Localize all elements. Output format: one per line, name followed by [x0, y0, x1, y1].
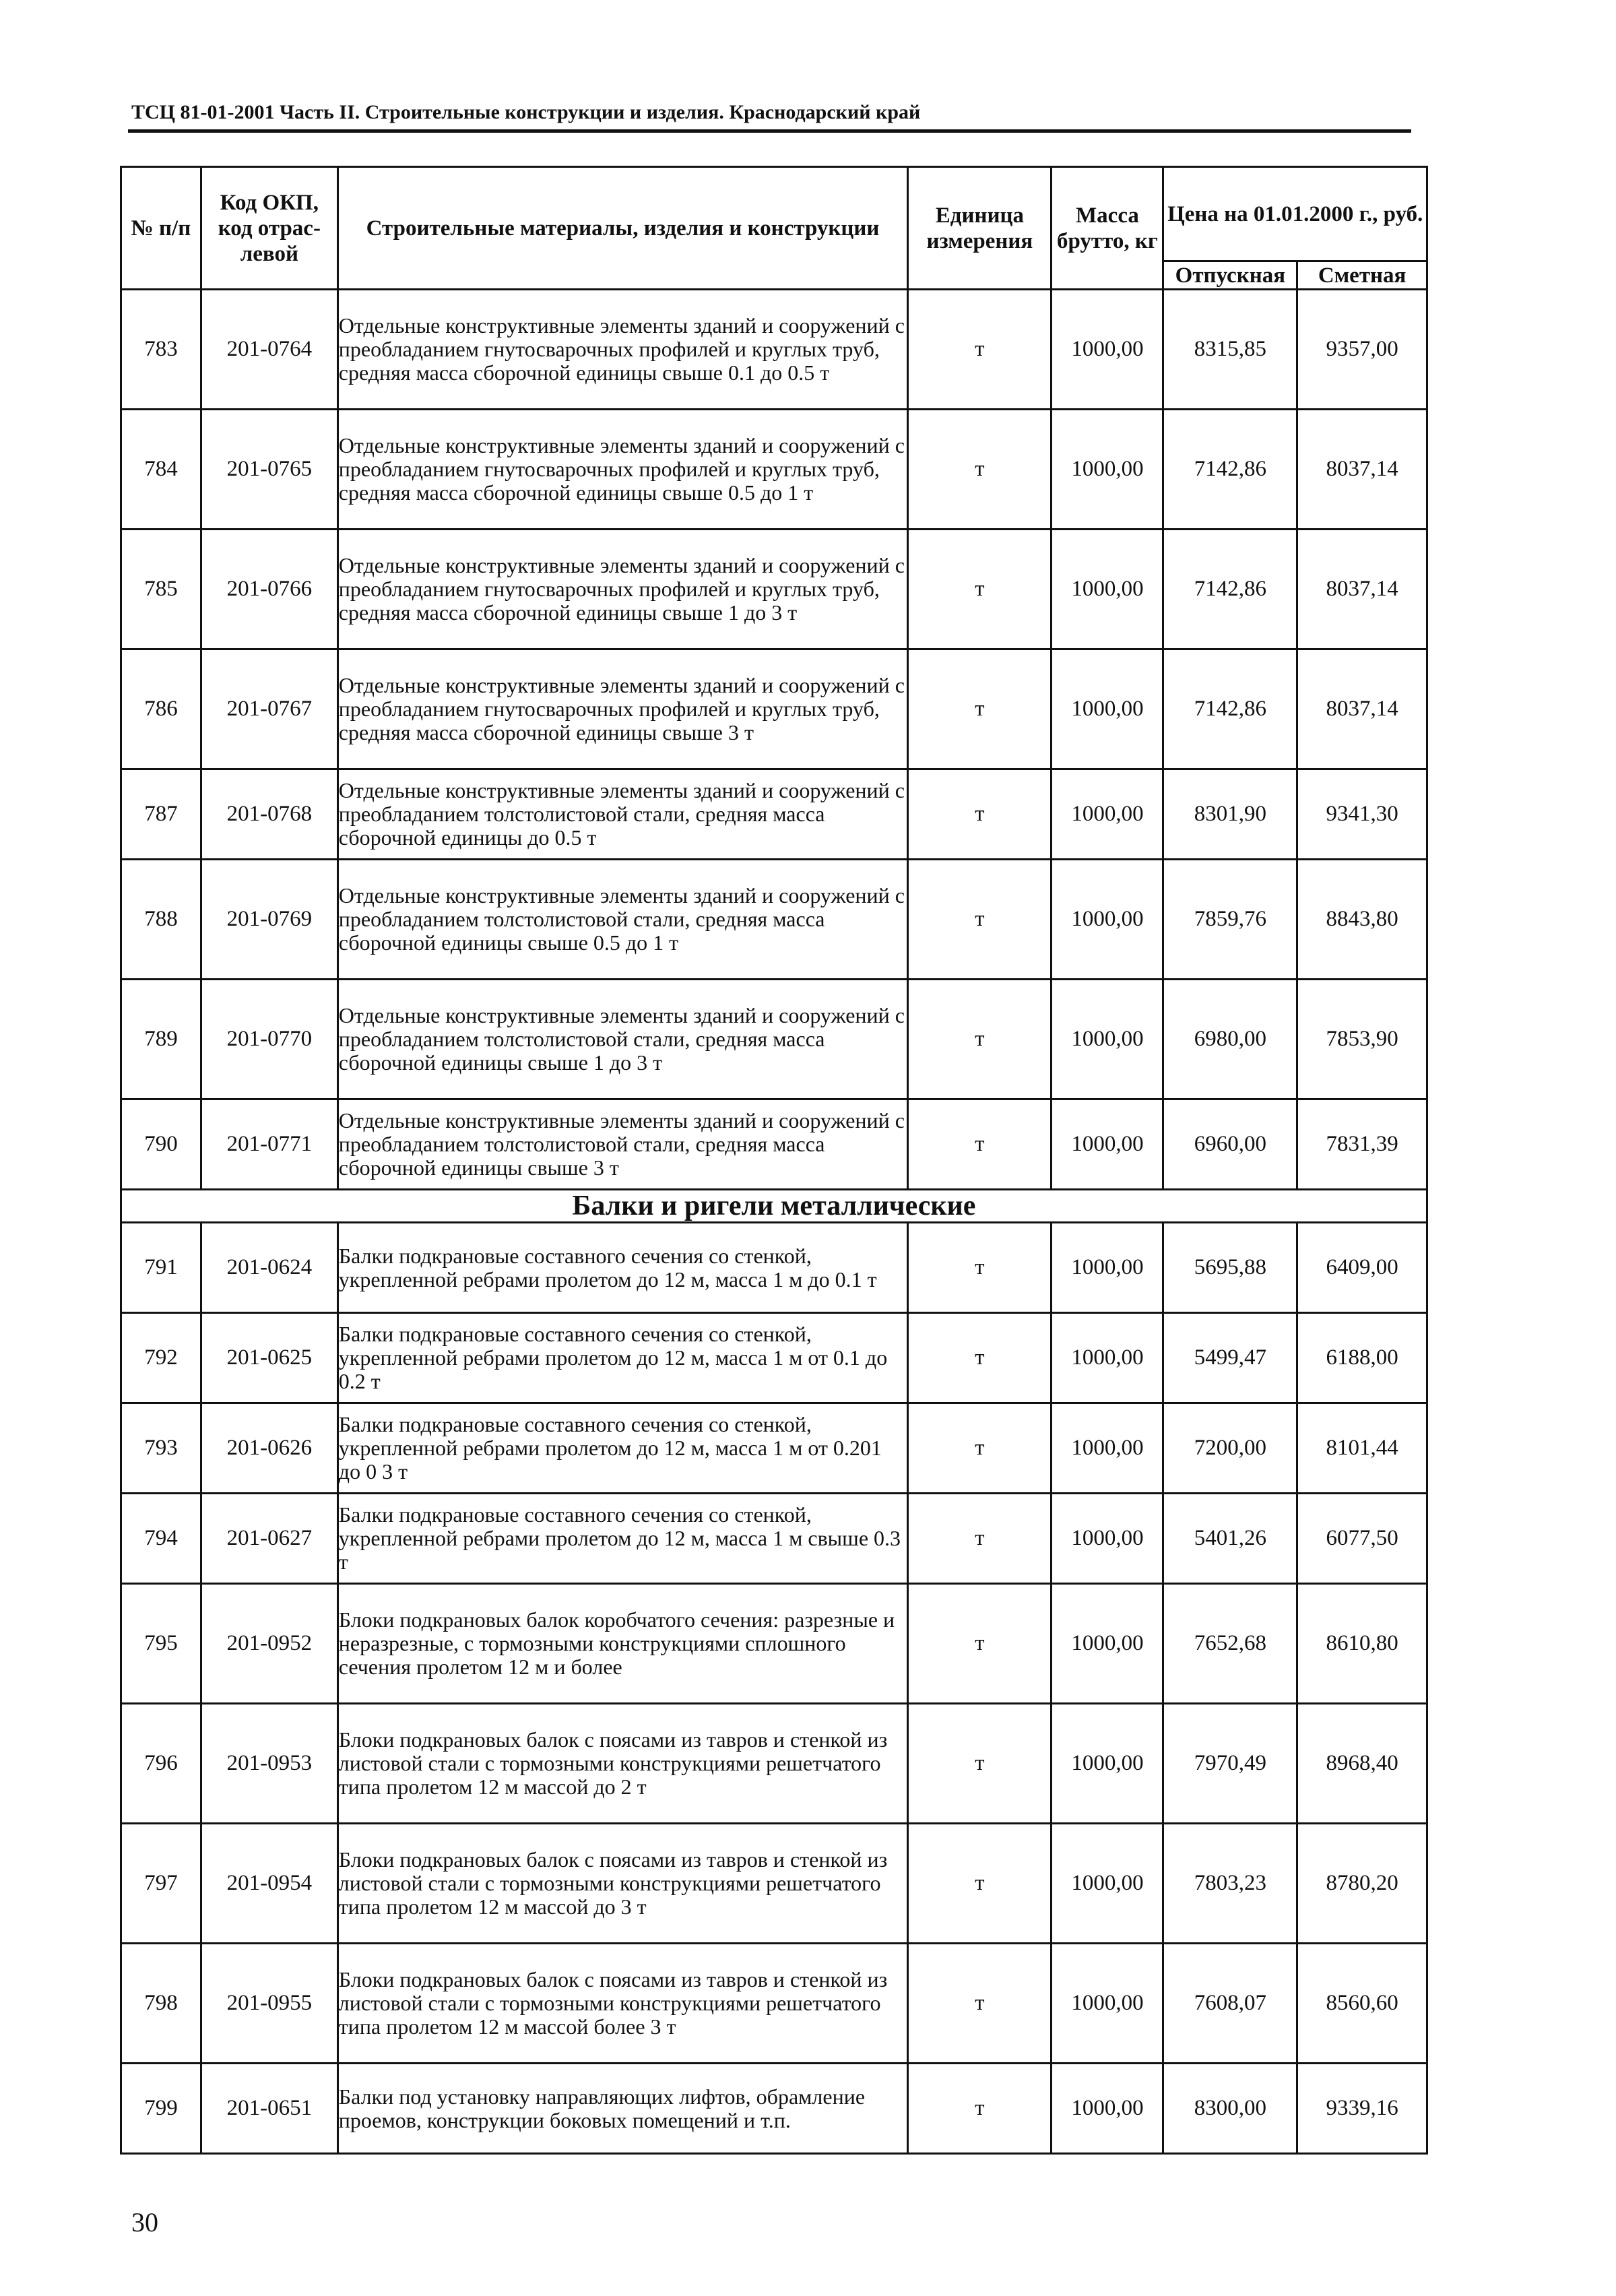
- table-row: [121, 1824, 1427, 1944]
- page-header: ТСЦ 81-01-2001 Часть II. Строительные конструкции и изделия. Краснодарский край: [131, 101, 921, 123]
- row-num: 793: [121, 1403, 201, 1494]
- table-row: [121, 1313, 1427, 1403]
- row-unit: т: [908, 769, 1052, 860]
- price-table: [120, 166, 1428, 2155]
- row-price-release: 7142,86: [1163, 530, 1297, 649]
- row-price-release: 7142,86: [1163, 649, 1297, 769]
- table-body-b: [121, 1223, 1427, 2154]
- row-mass: 1000,00: [1052, 1099, 1163, 1190]
- row-mass: 1000,00: [1052, 1313, 1163, 1403]
- row-code: 201-0952: [201, 1584, 337, 1704]
- row-code: 201-0625: [201, 1313, 337, 1403]
- row-unit: т: [908, 290, 1052, 410]
- row-code: 201-0770: [201, 980, 337, 1099]
- table-row: [121, 1584, 1427, 1704]
- table-row: [121, 410, 1427, 530]
- row-num: 784: [121, 410, 201, 530]
- row-code: 201-0766: [201, 530, 337, 649]
- row-price-release: 7859,76: [1163, 860, 1297, 980]
- row-price-release: 7608,07: [1163, 1944, 1297, 2064]
- row-name: Отдельные конструктивные элементы зданий и сооружений с преобладанием гнутосварочных профилей и круглых труб, средняя масса сборочной единицы свыше 0.5 до 1 т: [337, 410, 908, 530]
- row-code: 201-0769: [201, 860, 337, 980]
- row-unit: т: [908, 530, 1052, 649]
- row-unit: т: [908, 649, 1052, 769]
- row-code: 201-0651: [201, 2064, 337, 2154]
- row-num: 791: [121, 1223, 201, 1313]
- table-row: [121, 1944, 1427, 2064]
- row-price-estimate: 6409,00: [1297, 1223, 1427, 1313]
- row-unit: т: [908, 2064, 1052, 2154]
- table-row: [121, 649, 1427, 769]
- header-rule: [128, 129, 1411, 133]
- row-unit: т: [908, 1704, 1052, 1824]
- row-mass: 1000,00: [1052, 1494, 1163, 1584]
- row-price-estimate: 6077,50: [1297, 1494, 1427, 1584]
- row-name: Отдельные конструктивные элементы зданий и сооружений с преобладанием гнутосварочных профилей и круглых труб, средняя масса сборочной единицы свыше 1 до 3 т: [337, 530, 908, 649]
- row-code: 201-0765: [201, 410, 337, 530]
- row-price-estimate: 8037,14: [1297, 649, 1427, 769]
- row-name: Блоки подкрановых балок коробчатого сечения: разрезные и неразрезные, с тормозными конструкциями сплошного сечения пролетом 12 м и более: [337, 1584, 908, 1704]
- row-price-estimate: 8560,60: [1297, 1944, 1427, 2064]
- row-unit: т: [908, 1944, 1052, 2064]
- row-price-estimate: 7831,39: [1297, 1099, 1427, 1190]
- row-price-estimate: 8037,14: [1297, 530, 1427, 649]
- row-price-release: 7200,00: [1163, 1403, 1297, 1494]
- row-price-release: 6960,00: [1163, 1099, 1297, 1190]
- row-name: Отдельные конструктивные элементы зданий и сооружений с преобладанием гнутосварочных профилей и круглых труб, средняя масса сборочной единицы свыше 0.1 до 0.5 т: [337, 290, 908, 410]
- col-header-price-estimate: Сметная: [1297, 261, 1427, 290]
- row-num: 783: [121, 290, 201, 410]
- row-mass: 1000,00: [1052, 1223, 1163, 1313]
- col-header-price: Цена на 01.01.2000 г., руб.: [1163, 167, 1427, 261]
- row-price-estimate: 8780,20: [1297, 1824, 1427, 1944]
- row-num: 799: [121, 2064, 201, 2154]
- row-unit: т: [908, 980, 1052, 1099]
- row-name: Отдельные конструктивные элементы зданий и сооружений с преобладанием толстолистовой стали, средняя масса сборочной единицы свыше 1 до 3 т: [337, 980, 908, 1099]
- row-price-release: 7652,68: [1163, 1584, 1297, 1704]
- row-price-release: 5401,26: [1163, 1494, 1297, 1584]
- row-name: Блоки подкрановых балок с поясами из тавров и стенкой из листовой стали с тормозными конструкциями решетчатого типа пролетом 12 м массой до 2 т: [337, 1704, 908, 1824]
- row-num: 788: [121, 860, 201, 980]
- row-mass: 1000,00: [1052, 410, 1163, 530]
- col-header-mass: Масса брутто, кг: [1052, 167, 1163, 290]
- row-mass: 1000,00: [1052, 980, 1163, 1099]
- row-unit: т: [908, 1223, 1052, 1313]
- row-num: 797: [121, 1824, 201, 1944]
- row-price-estimate: 9339,16: [1297, 2064, 1427, 2154]
- row-name: Отдельные конструктивные элементы зданий и сооружений с преобладанием гнутосварочных профилей и круглых труб, средняя масса сборочной единицы свыше 3 т: [337, 649, 908, 769]
- row-price-estimate: 8101,44: [1297, 1403, 1427, 1494]
- row-price-estimate: 7853,90: [1297, 980, 1427, 1099]
- row-price-release: 5695,88: [1163, 1223, 1297, 1313]
- page-number: 30: [131, 2207, 158, 2237]
- row-price-release: 7142,86: [1163, 410, 1297, 530]
- row-name: Балки под установку направляющих лифтов, обрамление проемов, конструкции боковых помещений и т.п.: [337, 2064, 908, 2154]
- row-code: 201-0627: [201, 1494, 337, 1584]
- table-row: [121, 1099, 1427, 1190]
- row-name: Отдельные конструктивные элементы зданий и сооружений с преобладанием толстолистовой стали, средняя масса сборочной единицы до 0.5 т: [337, 769, 908, 860]
- row-name: Балки подкрановые составного сечения со стенкой, укрепленной ребрами пролетом до 12 м, масса 1 м свыше 0.3 т: [337, 1494, 908, 1584]
- table-row: [121, 860, 1427, 980]
- table-row: [121, 290, 1427, 410]
- row-num: 790: [121, 1099, 201, 1190]
- row-price-release: 7803,23: [1163, 1824, 1297, 1944]
- row-mass: 1000,00: [1052, 1584, 1163, 1704]
- row-unit: т: [908, 1584, 1052, 1704]
- row-name: Блоки подкрановых балок с поясами из тавров и стенкой из листовой стали с тормозными конструкциями решетчатого типа пролетом 12 м массой до 3 т: [337, 1824, 908, 1944]
- table-row: [121, 1494, 1427, 1584]
- row-code: 201-0955: [201, 1944, 337, 2064]
- row-price-estimate: 8610,80: [1297, 1584, 1427, 1704]
- row-mass: 1000,00: [1052, 769, 1163, 860]
- row-price-estimate: 8968,40: [1297, 1704, 1427, 1824]
- row-price-release: 8300,00: [1163, 2064, 1297, 2154]
- row-unit: т: [908, 1099, 1052, 1190]
- row-num: 785: [121, 530, 201, 649]
- row-name: Отдельные конструктивные элементы зданий и сооружений с преобладанием толстолистовой стали, средняя масса сборочной единицы свыше 0.5 до 1 т: [337, 860, 908, 980]
- row-mass: 1000,00: [1052, 2064, 1163, 2154]
- col-header-num: № п/п: [121, 167, 201, 290]
- row-mass: 1000,00: [1052, 1944, 1163, 2064]
- row-price-estimate: 9357,00: [1297, 290, 1427, 410]
- row-mass: 1000,00: [1052, 1403, 1163, 1494]
- col-header-price-release: Отпускная: [1163, 261, 1297, 290]
- row-num: 796: [121, 1704, 201, 1824]
- row-mass: 1000,00: [1052, 649, 1163, 769]
- row-unit: т: [908, 1494, 1052, 1584]
- row-num: 794: [121, 1494, 201, 1584]
- row-mass: 1000,00: [1052, 1824, 1163, 1944]
- row-price-estimate: 6188,00: [1297, 1313, 1427, 1403]
- row-price-release: 8315,85: [1163, 290, 1297, 410]
- row-num: 798: [121, 1944, 201, 2064]
- row-unit: т: [908, 410, 1052, 530]
- row-unit: т: [908, 1824, 1052, 1944]
- row-code: 201-0624: [201, 1223, 337, 1313]
- row-num: 795: [121, 1584, 201, 1704]
- row-num: 789: [121, 980, 201, 1099]
- table-row: [121, 530, 1427, 649]
- row-price-release: 8301,90: [1163, 769, 1297, 860]
- row-name: Балки подкрановые составного сечения со стенкой, укрепленной ребрами пролетом до 12 м, масса 1 м от 0.201 до 0 3 т: [337, 1403, 908, 1494]
- row-num: 792: [121, 1313, 201, 1403]
- row-price-release: 7970,49: [1163, 1704, 1297, 1824]
- row-name: Балки подкрановые составного сечения со стенкой, укрепленной ребрами пролетом до 12 м, масса 1 м до 0.1 т: [337, 1223, 908, 1313]
- table-row: [121, 1223, 1427, 1313]
- row-code: 201-0767: [201, 649, 337, 769]
- row-code: 201-0768: [201, 769, 337, 860]
- row-code: 201-0626: [201, 1403, 337, 1494]
- row-num: 787: [121, 769, 201, 860]
- row-unit: т: [908, 1313, 1052, 1403]
- section-title: Балки и ригели металлические: [121, 1190, 1427, 1223]
- table-row: [121, 769, 1427, 860]
- row-unit: т: [908, 1403, 1052, 1494]
- row-price-estimate: 9341,30: [1297, 769, 1427, 860]
- row-mass: 1000,00: [1052, 530, 1163, 649]
- row-price-release: 5499,47: [1163, 1313, 1297, 1403]
- table-row: [121, 1403, 1427, 1494]
- row-code: 201-0771: [201, 1099, 337, 1190]
- row-unit: т: [908, 860, 1052, 980]
- table-body-a: [121, 290, 1427, 1190]
- table-row: [121, 2064, 1427, 2154]
- row-price-release: 6980,00: [1163, 980, 1297, 1099]
- col-header-code: Код ОКП, код отрас-левой: [201, 167, 337, 290]
- col-header-unit: Единица измерения: [908, 167, 1052, 290]
- table-row: [121, 1704, 1427, 1824]
- table-row: [121, 980, 1427, 1099]
- row-mass: 1000,00: [1052, 1704, 1163, 1824]
- row-mass: 1000,00: [1052, 290, 1163, 410]
- section-body: [121, 1190, 1427, 1223]
- col-header-name: Строительные материалы, изделия и конструкции: [337, 167, 908, 290]
- row-name: Блоки подкрановых балок с поясами из тавров и стенкой из листовой стали с тормозными конструкциями решетчатого типа пролетом 12 м массой более 3 т: [337, 1944, 908, 2064]
- row-num: 786: [121, 649, 201, 769]
- row-code: 201-0764: [201, 290, 337, 410]
- row-price-estimate: 8843,80: [1297, 860, 1427, 980]
- row-mass: 1000,00: [1052, 860, 1163, 980]
- row-name: Отдельные конструктивные элементы зданий и сооружений с преобладанием толстолистовой стали, средняя масса сборочной единицы свыше 3 т: [337, 1099, 908, 1190]
- row-code: 201-0954: [201, 1824, 337, 1944]
- row-name: Балки подкрановые составного сечения со стенкой, укрепленной ребрами пролетом до 12 м, масса 1 м от 0.1 до 0.2 т: [337, 1313, 908, 1403]
- row-price-estimate: 8037,14: [1297, 410, 1427, 530]
- row-code: 201-0953: [201, 1704, 337, 1824]
